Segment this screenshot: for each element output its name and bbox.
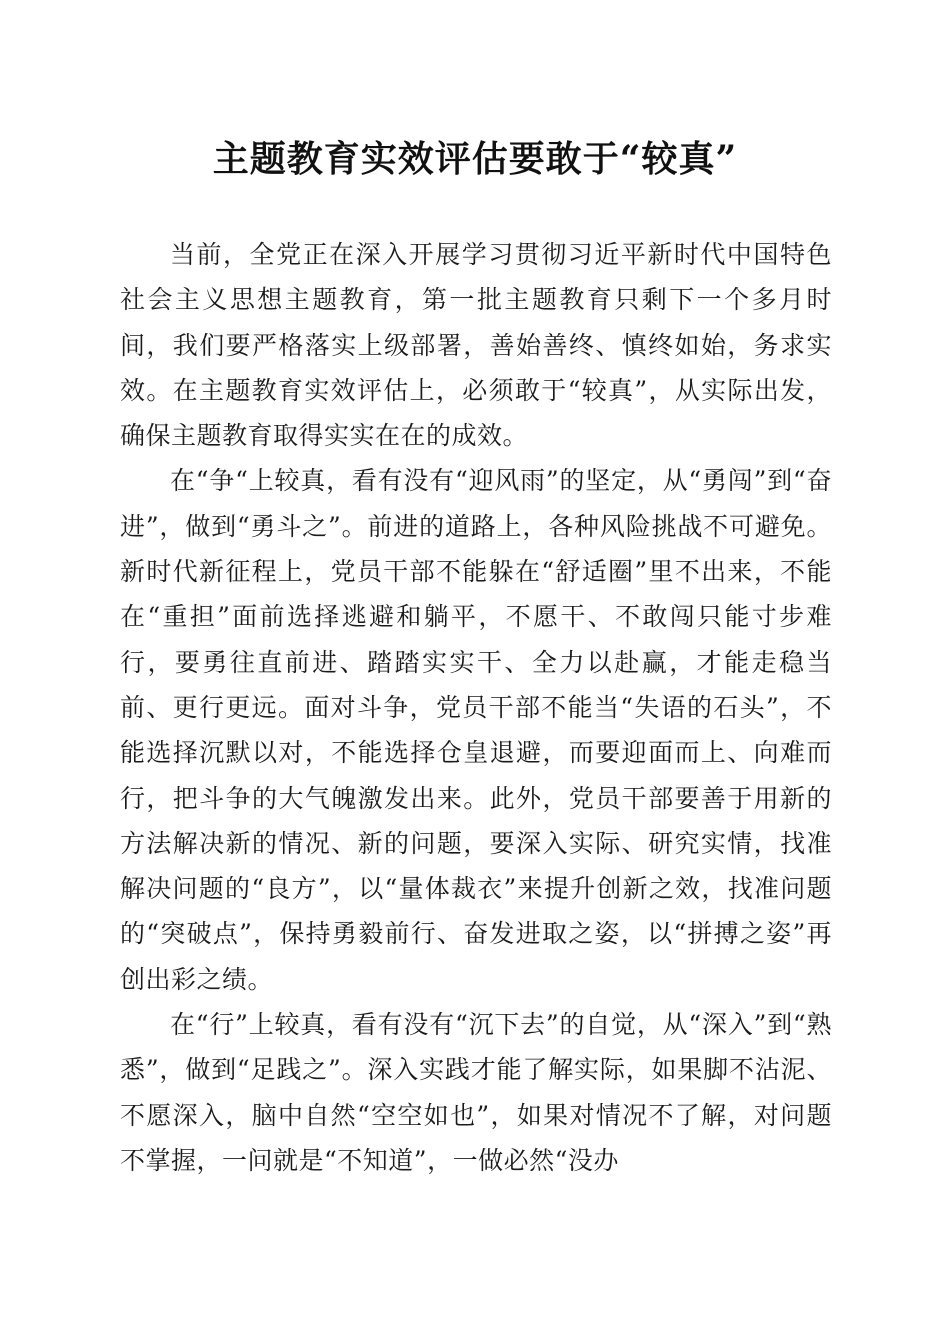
paragraph-struggle: 在“争“上较真，看有没有“迎风雨”的坚定，从“勇闯”到“奋进”，做到“勇斗之”。前进的道路上，各种风险挑战不可避免。新时代新征程上，党员干部不能躲在“舒适圈”里不出来，不能在“重担”面前选择逃避和躺平，不愿干、不敢闯只能寸步难行，要勇往直前进、踏踏实实干、全力以赴赢，才能走稳当前、更行更远。面对斗争，党员干部不能当“失语的石头”，不能选择沉默以对，不能选择仓皇退避，而要迎面而上、向难而行，把斗争的大气魄激发出来。此外，党员干部要善于用新的方法解决新的情况、新的问题，要深入实际、研究实情，找准解决问题的“良方”，以“量体裁衣”来提升创新之效，找准问题的“突破点”，保持勇毅前行、奋发进取之姿，以“拼搏之姿”再创出彩之绩。 — [120, 466, 832, 994]
paragraph-action: 在“行”上较真，看有没有“沉下去”的自觉，从“深入”到“熟悉”，做到“足践之”。深入实践才能了解实际，如果脚不沾泥、不愿深入，脑中自然“空空如也”，如果对情况不了解，对问题不掌握，一问就是“不知道”，一做必然“没办 — [120, 1010, 832, 1175]
document-body — [120, 232, 832, 1183]
document-title: 主题教育实效评估要敢于“较真” — [212, 138, 738, 180]
paragraph-intro: 当前，全党正在深入开展学习贯彻习近平新时代中国特色社会主义思想主题教育，第一批主题教育只剩下一个多月时间，我们要严格落实上级部署，善始善终、慎终如始，务求实效。在主题教育实效评估上，必须敢于“较真”，从实际出发，确保主题教育取得实实在在的成效。 — [120, 240, 832, 451]
